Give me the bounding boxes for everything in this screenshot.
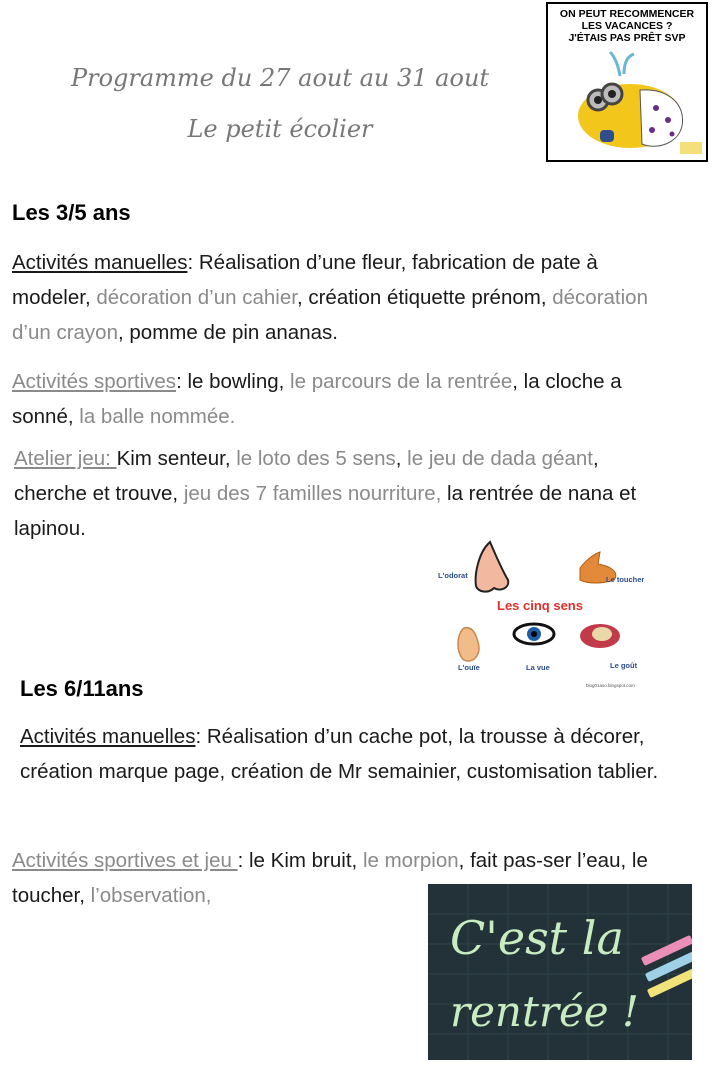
label-atelier: Atelier jeu:: [14, 447, 117, 470]
list-item: la trousse à décorer: [458, 725, 639, 748]
minion-caption: ON PEUT RECOMMENCER LES VACANCES ? J'ÉTAIS PAS PRÊT SVP: [559, 8, 695, 44]
sens-title: Les cinq sens: [497, 598, 583, 613]
list-item: Kim senteur: [116, 447, 225, 470]
list-item: la cloche a sonné: [12, 370, 622, 428]
list-item: le morpion: [362, 849, 459, 872]
list-item: Réalisation d’un cache pot: [206, 725, 448, 748]
minion-illustration: [548, 4, 706, 160]
activities-manuelles-3-5: Activités manuelles: Réalisation d’une fleur, fabrication de pate à modeler, décoration d’un cahier, création étiquette prénom, décoration d’un crayon, pomme de pin ananas.: [12, 251, 648, 344]
section-title-3-5: Les 3/5 ans: [12, 200, 131, 225]
list-item: cherche et trouve: [14, 482, 173, 505]
activities-sportives-3-5: Activités sportives: le bowling, le parcours de la rentrée, la cloche a sonné, la balle nommée.: [12, 370, 622, 428]
list-item: le bowling: [187, 370, 279, 393]
list-item: décoration d’un crayon: [12, 286, 648, 344]
atelier-jeu-3-5: Atelier jeu: Kim senteur, le loto des 5 sens, le jeu de dada géant, cherche et trouve, jeu des 7 familles nourriture, la rentrée de nana et lapinou.: [14, 447, 637, 540]
section-title-6-11: Les 6/11ans: [20, 676, 144, 701]
list-item: la balle nommée.: [79, 405, 236, 428]
cinq-sens-image: [430, 530, 650, 690]
list-item: création marque page: [20, 760, 220, 783]
list-item: jeu des 7 familles nourriture,: [183, 482, 442, 505]
chalkboard-illustration: [428, 884, 692, 1060]
chalk-line-1: C'est la: [450, 911, 624, 965]
sens-label-ouie: L'ouïe: [458, 663, 480, 672]
sens-label-odorat: L'odorat: [438, 571, 468, 580]
list-item: le Kim bruit: [249, 849, 352, 872]
label-manuelles: Activités manuelles: [12, 251, 188, 274]
list-item: le loto des 5 sens: [236, 447, 396, 470]
list-item: la rentrée de nana et lapinou.: [14, 482, 637, 540]
chalkboard-image: [428, 884, 692, 1060]
activities-manuelles-6-11: Activités manuelles: Réalisation d’un cache pot, la trousse à décorer, création marque page, création de Mr semainier, customisation tablier.: [20, 725, 659, 783]
chalk-line-2: rentrée !: [450, 987, 639, 1036]
cinq-sens-illustration: [430, 530, 650, 690]
list-item: décoration d’un cahier: [96, 286, 297, 309]
program-subtitle: Le petit écolier: [187, 115, 373, 143]
minion-image: [546, 2, 708, 162]
list-item: customisation tablier.: [466, 760, 659, 783]
list-item: le parcours de la rentrée: [290, 370, 513, 393]
label-sportives: Activités sportives: [12, 370, 177, 393]
list-item: pomme de pin ananas.: [129, 321, 338, 344]
list-item: le toucher: [12, 849, 648, 907]
sens-label-toucher: Le toucher: [606, 575, 645, 584]
sens-credit: blog01aso.blogspot.com: [586, 683, 635, 688]
sens-label-vue: La vue: [526, 663, 550, 672]
list-item: création de Mr semainier: [230, 760, 456, 783]
list-item: création étiquette prénom: [308, 286, 541, 309]
list-item: fabrication de pate à modeler: [12, 251, 598, 309]
list-item: fait pas-ser l’eau: [470, 849, 621, 872]
activities-sportives-6-11: Activités sportives et jeu : le Kim bruit, le morpion, fait pas-ser l’eau, le toucher, l’observation,: [12, 849, 648, 907]
list-item: Réalisation d’une fleur: [198, 251, 401, 274]
program-title: Programme du 27 aout au 31 aout: [70, 64, 490, 92]
list-item: le jeu de dada géant: [407, 447, 593, 470]
sens-label-gout: Le goût: [610, 661, 638, 670]
list-item: l’observation,: [90, 884, 212, 907]
label-manuelles: Activités manuelles: [20, 725, 196, 748]
label-sportives-jeu: Activités sportives et jeu: [12, 849, 238, 872]
